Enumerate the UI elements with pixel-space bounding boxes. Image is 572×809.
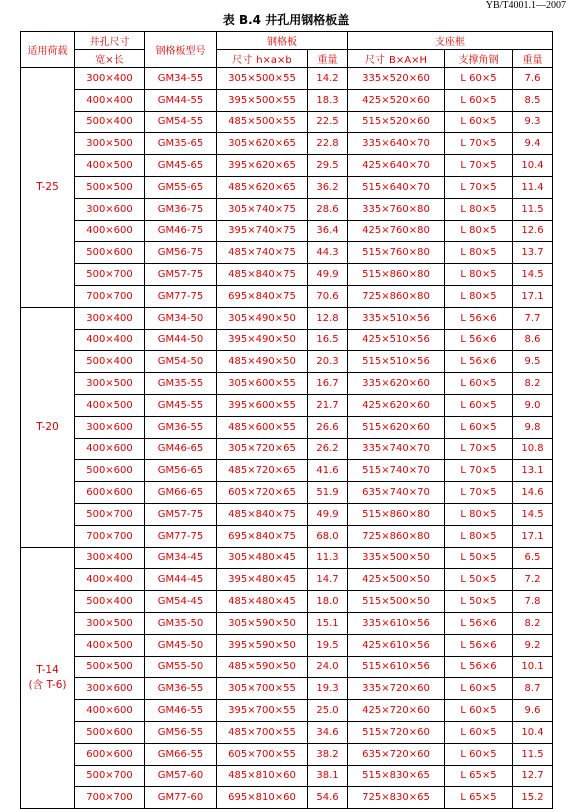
table-row: [21, 591, 553, 613]
cell-frame-steel: L 60×5: [445, 373, 513, 395]
cell-frame-weight: 9.8: [513, 416, 553, 438]
cell-hole-size: 400×500: [75, 394, 145, 416]
cell-frame-size: 515×610×56: [348, 656, 445, 678]
cell-frame-steel: L 80×5: [445, 285, 513, 307]
cell-grating-weight: 49.9: [308, 264, 348, 286]
cell-frame-weight: 9.0: [513, 394, 553, 416]
load-cell: [21, 547, 75, 809]
cell-frame-size: 425×640×70: [348, 155, 445, 177]
cell-frame-weight: 11.4: [513, 176, 553, 198]
cell-frame-steel: L 70×5: [445, 460, 513, 482]
cell-grating-weight: 26.6: [308, 416, 348, 438]
cell-grating-weight: 26.2: [308, 438, 348, 460]
cell-frame-size: 515×620×60: [348, 416, 445, 438]
cell-frame-size: 515×860×80: [348, 503, 445, 525]
table-row: [21, 264, 553, 286]
cell-frame-size: 335×740×70: [348, 438, 445, 460]
cell-frame-steel: L 56×6: [445, 329, 513, 351]
load-label: T-25: [36, 180, 59, 193]
cell-frame-steel: L 50×5: [445, 547, 513, 569]
cell-frame-weight: 13.7: [513, 242, 553, 264]
cell-frame-size: 635×720×60: [348, 743, 445, 765]
cell-frame-weight: 10.8: [513, 438, 553, 460]
cell-hole-size: 700×700: [75, 787, 145, 809]
cell-frame-weight: 14.6: [513, 482, 553, 504]
cell-frame-weight: 10.4: [513, 721, 553, 743]
table-row: [21, 198, 553, 220]
header-grating-size-label: 尺寸: [232, 55, 253, 66]
cell-frame-weight: 10.1: [513, 656, 553, 678]
cell-frame-steel: L 65×5: [445, 787, 513, 809]
table-header: [21, 32, 553, 68]
cell-hole-size: 300×600: [75, 678, 145, 700]
cell-grating-weight: 12.8: [308, 307, 348, 329]
table-row: [21, 678, 553, 700]
cell-frame-size: 725×860×80: [348, 285, 445, 307]
cell-frame-weight: 12.7: [513, 765, 553, 787]
table-body: [21, 68, 553, 809]
cell-grating-size: 485×500×55: [217, 111, 308, 133]
cell-model: GM57-60: [145, 765, 217, 787]
cell-grating-weight: 22.8: [308, 133, 348, 155]
cell-frame-size: 335×500×50: [348, 547, 445, 569]
table-row: [21, 133, 553, 155]
cell-frame-weight: 9.5: [513, 351, 553, 373]
cell-hole-size: 500×600: [75, 721, 145, 743]
cell-frame-steel: L 50×5: [445, 569, 513, 591]
cell-hole-size: 400×600: [75, 438, 145, 460]
cell-hole-size: 300×400: [75, 68, 145, 90]
cell-grating-size: 485×490×50: [217, 351, 308, 373]
cell-frame-weight: 8.7: [513, 678, 553, 700]
header-frame-size-formula: B×A×H: [389, 55, 427, 66]
cell-frame-size: 425×500×50: [348, 569, 445, 591]
cell-grating-weight: 15.1: [308, 612, 348, 634]
cell-grating-weight: 24.0: [308, 656, 348, 678]
cell-frame-steel: L 60×5: [445, 394, 513, 416]
cell-hole-size: 500×700: [75, 765, 145, 787]
cell-model: GM36-55: [145, 678, 217, 700]
table-row: [21, 743, 553, 765]
table-row: [21, 460, 553, 482]
table-row: [21, 569, 553, 591]
table-row: [21, 351, 553, 373]
table-row: [21, 634, 553, 656]
cell-grating-weight: 25.0: [308, 700, 348, 722]
cell-grating-weight: 36.4: [308, 220, 348, 242]
table-row: [21, 721, 553, 743]
cell-grating-weight: 36.2: [308, 176, 348, 198]
cell-hole-size: 400×400: [75, 329, 145, 351]
table-row: [21, 525, 553, 547]
cell-grating-weight: 18.3: [308, 89, 348, 111]
cell-frame-steel: L 60×5: [445, 89, 513, 111]
cell-frame-size: 515×860×80: [348, 264, 445, 286]
table-row: [21, 656, 553, 678]
cell-frame-weight: 7.8: [513, 591, 553, 613]
cell-grating-size: 395×700×55: [217, 700, 308, 722]
cell-frame-size: 515×520×60: [348, 111, 445, 133]
cell-hole-size: 300×500: [75, 133, 145, 155]
cell-model: GM77-75: [145, 285, 217, 307]
cell-grating-size: 395×740×75: [217, 220, 308, 242]
cell-frame-weight: 12.6: [513, 220, 553, 242]
header-frame-size: [348, 50, 445, 68]
header-grating-size-formula: h×a×b: [256, 55, 292, 66]
cell-model: GM36-55: [145, 416, 217, 438]
cell-model: GM35-50: [145, 612, 217, 634]
cell-frame-steel: L 60×5: [445, 721, 513, 743]
cell-grating-size: 305×740×75: [217, 198, 308, 220]
cell-grating-size: 305×600×55: [217, 373, 308, 395]
cell-hole-size: 400×500: [75, 155, 145, 177]
cell-grating-weight: 19.3: [308, 678, 348, 700]
cell-grating-size: 395×500×55: [217, 89, 308, 111]
table-row: [21, 68, 553, 90]
cell-model: GM56-55: [145, 721, 217, 743]
cell-grating-weight: 54.6: [308, 787, 348, 809]
cell-frame-weight: 7.7: [513, 307, 553, 329]
cell-frame-steel: L 60×5: [445, 700, 513, 722]
header-load: 适用荷载: [21, 32, 75, 68]
cell-grating-size: 305×500×55: [217, 68, 308, 90]
table-row: [21, 242, 553, 264]
cell-frame-steel: L 56×6: [445, 307, 513, 329]
cell-grating-size: 395×590×50: [217, 634, 308, 656]
cell-hole-size: 700×700: [75, 285, 145, 307]
header-frame-size-label: 尺寸: [365, 55, 385, 66]
table-row: [21, 547, 553, 569]
cell-frame-steel: L 60×5: [445, 111, 513, 133]
cell-grating-size: 605×720×65: [217, 482, 308, 504]
cell-grating-size: 305×480×45: [217, 547, 308, 569]
cell-frame-weight: 13.1: [513, 460, 553, 482]
cell-grating-size: 485×720×65: [217, 460, 308, 482]
header-grating-size: [217, 50, 308, 68]
cell-model: GM55-65: [145, 176, 217, 198]
table-row: [21, 155, 553, 177]
cell-hole-size: 600×600: [75, 482, 145, 504]
cell-frame-steel: L 56×6: [445, 656, 513, 678]
cell-model: GM66-65: [145, 482, 217, 504]
cell-frame-weight: 9.6: [513, 700, 553, 722]
cell-grating-size: 605×700×55: [217, 743, 308, 765]
cell-frame-size: 335×610×56: [348, 612, 445, 634]
header-hole-size-sub: 宽×长: [75, 50, 145, 68]
cell-model: GM34-45: [145, 547, 217, 569]
cell-model: GM44-55: [145, 89, 217, 111]
cell-grating-weight: 18.0: [308, 591, 348, 613]
cell-model: GM56-75: [145, 242, 217, 264]
cell-frame-size: 425×510×56: [348, 329, 445, 351]
cell-grating-weight: 14.7: [308, 569, 348, 591]
cell-hole-size: 300×500: [75, 373, 145, 395]
cell-frame-size: 425×610×56: [348, 634, 445, 656]
cell-grating-size: 395×600×55: [217, 394, 308, 416]
cell-frame-size: 335×520×60: [348, 68, 445, 90]
cell-model: GM34-50: [145, 307, 217, 329]
cell-frame-steel: L 60×5: [445, 678, 513, 700]
cell-frame-size: 515×740×70: [348, 460, 445, 482]
load-label: T-20: [36, 420, 59, 433]
cell-frame-steel: L 56×6: [445, 634, 513, 656]
cell-frame-size: 335×640×70: [348, 133, 445, 155]
cell-frame-steel: L 56×6: [445, 612, 513, 634]
cell-frame-weight: 8.2: [513, 612, 553, 634]
cell-grating-size: 695×840×75: [217, 285, 308, 307]
cell-frame-weight: 17.1: [513, 285, 553, 307]
cell-frame-steel: L 50×5: [445, 591, 513, 613]
cell-grating-weight: 20.3: [308, 351, 348, 373]
cell-frame-size: 335×760×80: [348, 198, 445, 220]
cell-model: GM36-75: [145, 198, 217, 220]
cell-grating-weight: 19.5: [308, 634, 348, 656]
cell-hole-size: 300×400: [75, 307, 145, 329]
cell-grating-size: 485×620×65: [217, 176, 308, 198]
table-row: [21, 482, 553, 504]
cell-model: GM45-65: [145, 155, 217, 177]
cell-frame-size: 335×510×56: [348, 307, 445, 329]
cell-frame-size: 515×510×56: [348, 351, 445, 373]
cell-hole-size: 300×500: [75, 612, 145, 634]
cell-hole-size: 500×700: [75, 503, 145, 525]
cell-frame-weight: 11.5: [513, 198, 553, 220]
cell-frame-size: 515×830×65: [348, 765, 445, 787]
cell-grating-weight: 38.1: [308, 765, 348, 787]
cell-frame-steel: L 80×5: [445, 525, 513, 547]
cell-grating-weight: 41.6: [308, 460, 348, 482]
cell-grating-weight: 14.2: [308, 68, 348, 90]
cell-frame-weight: 8.2: [513, 373, 553, 395]
cell-grating-size: 485×600×55: [217, 416, 308, 438]
cell-hole-size: 300×600: [75, 198, 145, 220]
cell-hole-size: 500×500: [75, 176, 145, 198]
cell-hole-size: 500×600: [75, 242, 145, 264]
cell-frame-weight: 17.1: [513, 525, 553, 547]
cell-frame-steel: L 80×5: [445, 220, 513, 242]
cell-frame-size: 515×760×80: [348, 242, 445, 264]
header-grating-weight: 重量: [308, 50, 348, 68]
cell-model: GM44-45: [145, 569, 217, 591]
cell-model: GM35-65: [145, 133, 217, 155]
table-row: [21, 612, 553, 634]
cell-model: GM45-50: [145, 634, 217, 656]
cell-frame-weight: 11.5: [513, 743, 553, 765]
cell-model: GM77-75: [145, 525, 217, 547]
cell-grating-weight: 51.9: [308, 482, 348, 504]
table-row: [21, 394, 553, 416]
cell-grating-weight: 29.5: [308, 155, 348, 177]
cell-frame-steel: L 80×5: [445, 264, 513, 286]
cell-frame-size: 515×720×60: [348, 721, 445, 743]
table-row: [21, 416, 553, 438]
table-row: [21, 111, 553, 133]
cell-grating-size: 395×480×45: [217, 569, 308, 591]
cell-hole-size: 500×400: [75, 111, 145, 133]
header-frame-weight: 重量: [513, 50, 553, 68]
cell-frame-steel: L 70×5: [445, 176, 513, 198]
cell-frame-steel: L 56×6: [445, 351, 513, 373]
cell-grating-size: 485×480×45: [217, 591, 308, 613]
cell-model: GM35-55: [145, 373, 217, 395]
grating-cover-table: [20, 31, 553, 809]
cell-frame-steel: L 65×5: [445, 765, 513, 787]
cell-grating-size: 485×590×50: [217, 656, 308, 678]
cell-frame-steel: L 70×5: [445, 482, 513, 504]
table-row: [21, 765, 553, 787]
cell-hole-size: 300×600: [75, 416, 145, 438]
cell-frame-size: 425×760×80: [348, 220, 445, 242]
cell-model: GM57-75: [145, 503, 217, 525]
cell-frame-weight: 14.5: [513, 264, 553, 286]
cell-frame-weight: 8.5: [513, 89, 553, 111]
cell-grating-weight: 16.5: [308, 329, 348, 351]
cell-frame-weight: 9.3: [513, 111, 553, 133]
cell-frame-size: 725×860×80: [348, 525, 445, 547]
cell-model: GM57-75: [145, 264, 217, 286]
cell-frame-size: 335×720×60: [348, 678, 445, 700]
cell-frame-weight: 9.4: [513, 133, 553, 155]
cell-grating-size: 485×840×75: [217, 503, 308, 525]
cell-model: GM66-55: [145, 743, 217, 765]
cell-model: GM56-65: [145, 460, 217, 482]
cell-frame-steel: L 70×5: [445, 133, 513, 155]
cell-model: GM34-55: [145, 68, 217, 90]
cell-grating-size: 305×720×65: [217, 438, 308, 460]
cell-frame-size: 425×720×60: [348, 700, 445, 722]
table-row: [21, 438, 553, 460]
cell-hole-size: 400×600: [75, 700, 145, 722]
cell-model: GM54-50: [145, 351, 217, 373]
cell-frame-size: 515×640×70: [348, 176, 445, 198]
cell-grating-size: 485×740×75: [217, 242, 308, 264]
header-frame-steel: 支撑角钢: [445, 50, 513, 68]
cell-frame-steel: L 60×5: [445, 416, 513, 438]
load-label: T-14: [36, 663, 59, 676]
cell-frame-steel: L 70×5: [445, 155, 513, 177]
cell-frame-steel: L 60×5: [445, 743, 513, 765]
cell-grating-weight: 49.9: [308, 503, 348, 525]
cell-grating-weight: 38.2: [308, 743, 348, 765]
cell-frame-steel: L 60×5: [445, 68, 513, 90]
cell-hole-size: 500×500: [75, 656, 145, 678]
cell-frame-steel: L 80×5: [445, 242, 513, 264]
cell-frame-size: 425×620×60: [348, 394, 445, 416]
cell-grating-weight: 11.3: [308, 547, 348, 569]
cell-hole-size: 500×600: [75, 460, 145, 482]
table-row: [21, 89, 553, 111]
cell-frame-weight: 8.6: [513, 329, 553, 351]
cell-grating-size: 485×700×55: [217, 721, 308, 743]
cell-grating-size: 305×490×50: [217, 307, 308, 329]
cell-grating-size: 305×700×55: [217, 678, 308, 700]
cell-grating-size: 485×840×75: [217, 264, 308, 286]
cell-grating-size: 695×840×75: [217, 525, 308, 547]
table-row: [21, 285, 553, 307]
cell-frame-size: 515×500×50: [348, 591, 445, 613]
table-row: [21, 787, 553, 809]
table-row: [21, 220, 553, 242]
cell-grating-size: 395×490×50: [217, 329, 308, 351]
table-row: [21, 307, 553, 329]
cell-hole-size: 400×500: [75, 634, 145, 656]
table-row: [21, 329, 553, 351]
cell-model: GM55-50: [145, 656, 217, 678]
table-row: [21, 176, 553, 198]
cell-model: GM54-45: [145, 591, 217, 613]
cell-grating-weight: 22.5: [308, 111, 348, 133]
cell-grating-weight: 70.6: [308, 285, 348, 307]
load-cell: [21, 307, 75, 547]
load-sub-label: (含 T-6): [28, 678, 67, 691]
cell-grating-size: 305×620×65: [217, 133, 308, 155]
cell-grating-weight: 44.3: [308, 242, 348, 264]
cell-frame-size: 635×740×70: [348, 482, 445, 504]
header-hole-size: 井孔尺寸: [75, 32, 145, 50]
cell-grating-weight: 68.0: [308, 525, 348, 547]
cell-hole-size: 500×400: [75, 591, 145, 613]
cell-model: GM46-55: [145, 700, 217, 722]
cell-grating-weight: 16.7: [308, 373, 348, 395]
load-cell: [21, 68, 75, 308]
standard-code: YB/T4001.1—2007: [485, 0, 566, 11]
cell-hole-size: 700×700: [75, 525, 145, 547]
cell-grating-size: 485×810×60: [217, 765, 308, 787]
cell-frame-size: 725×830×65: [348, 787, 445, 809]
cell-frame-weight: 7.2: [513, 569, 553, 591]
cell-frame-weight: 14.5: [513, 503, 553, 525]
cell-frame-weight: 9.2: [513, 634, 553, 656]
cell-hole-size: 500×700: [75, 264, 145, 286]
cell-frame-weight: 10.4: [513, 155, 553, 177]
cell-hole-size: 500×400: [75, 351, 145, 373]
table-row: [21, 373, 553, 395]
cell-model: GM44-50: [145, 329, 217, 351]
table-row: [21, 503, 553, 525]
cell-frame-weight: 15.2: [513, 787, 553, 809]
cell-model: GM46-65: [145, 438, 217, 460]
cell-model: GM46-75: [145, 220, 217, 242]
table-row: [21, 700, 553, 722]
table-title: 表 B.4 井孔用钢格板盖: [222, 13, 350, 27]
cell-frame-steel: L 80×5: [445, 503, 513, 525]
cell-grating-weight: 28.6: [308, 198, 348, 220]
cell-hole-size: 400×600: [75, 220, 145, 242]
cell-hole-size: 400×400: [75, 89, 145, 111]
header-model: 钢格板型号: [145, 32, 217, 68]
cell-grating-weight: 34.6: [308, 721, 348, 743]
cell-model: GM77-60: [145, 787, 217, 809]
cell-grating-weight: 21.7: [308, 394, 348, 416]
cell-model: GM54-55: [145, 111, 217, 133]
cell-frame-size: 425×520×60: [348, 89, 445, 111]
cell-grating-size: 695×810×60: [217, 787, 308, 809]
cell-model: GM45-55: [145, 394, 217, 416]
header-frame: 支座框: [348, 32, 553, 50]
cell-frame-weight: 6.5: [513, 547, 553, 569]
cell-frame-steel: L 80×5: [445, 198, 513, 220]
cell-hole-size: 300×400: [75, 547, 145, 569]
cell-frame-size: 335×620×60: [348, 373, 445, 395]
cell-grating-size: 395×620×65: [217, 155, 308, 177]
cell-hole-size: 400×400: [75, 569, 145, 591]
cell-frame-steel: L 70×5: [445, 438, 513, 460]
header-grating: 钢格板: [217, 32, 348, 50]
cell-grating-size: 305×590×50: [217, 612, 308, 634]
cell-hole-size: 600×600: [75, 743, 145, 765]
cell-frame-weight: 7.6: [513, 68, 553, 90]
